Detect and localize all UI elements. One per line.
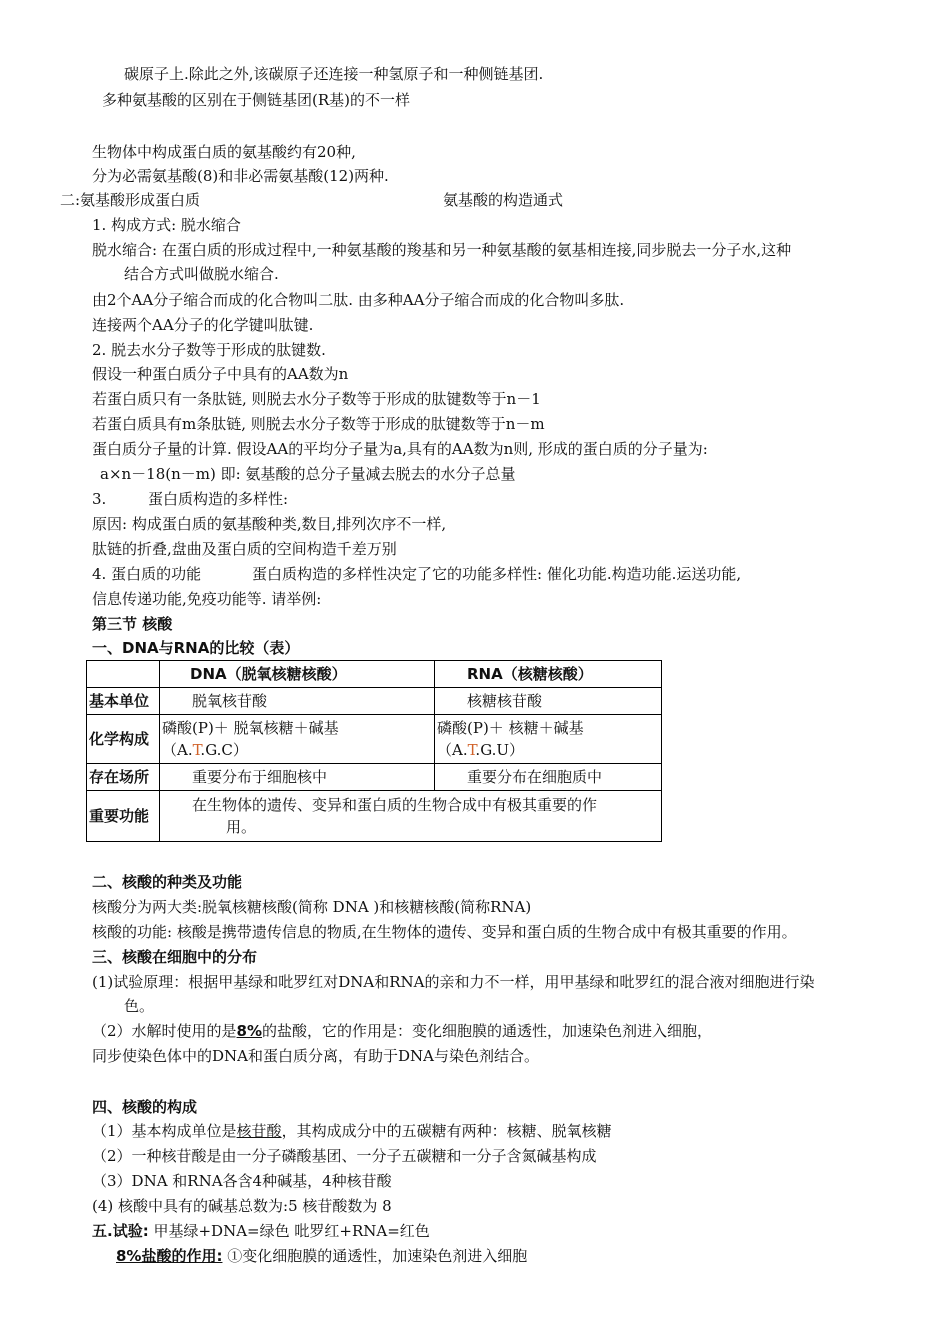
text-line: 4. 蛋白质的功能 xyxy=(92,565,202,583)
subsection-heading: 三、核酸在细胞中的分布 xyxy=(92,948,258,966)
text-line: 信息传递功能,免疫功能等. 请举例: xyxy=(92,590,322,608)
text-line: (1)试验原理：根据甲基绿和吡罗红对DNA和RNA的亲和力不一样，用甲基绿和吡罗红的混合液对细胞进行染 xyxy=(92,973,815,991)
subsection-heading: 四、核酸的构成 xyxy=(92,1098,198,1116)
text-run: ，其构成成分中的五碳糖有两种：核糖、脱氧核糖 xyxy=(281,1122,612,1140)
highlight-letter: T xyxy=(192,741,201,759)
table-row xyxy=(87,791,662,842)
cell-line xyxy=(162,739,432,761)
table-cell: 重要分布于细胞核中 xyxy=(160,764,435,791)
row-label: 基本单位 xyxy=(87,688,160,715)
table-row xyxy=(87,764,662,791)
text-line: 连接两个AA分子的化学键叫肽键. xyxy=(92,316,314,334)
underlined-label: 8%盐酸的作用: xyxy=(116,1247,223,1265)
table-row xyxy=(87,715,662,764)
text-run: ①变化细胞膜的通透性，加速染色剂进入细胞 xyxy=(227,1247,528,1265)
text-line xyxy=(116,1246,527,1266)
cell-line: 磷酸(P)＋ 脱氧核糖＋碱基 xyxy=(162,719,339,737)
figure-caption: 氨基酸的构造通式 xyxy=(443,191,564,209)
text-line: (4) 核酸中具有的碱基总数为:5 核苷酸数为 8 xyxy=(92,1197,392,1215)
text-line: （2）一种核苷酸是由一分子磷酸基团、一分子五碳糖和一分子含氮碱基构成 xyxy=(92,1147,597,1165)
text-run: （1）基本构成单位是 xyxy=(92,1122,237,1140)
text-line: 蛋白质分子量的计算. 假设AA的平均分子量为a,具有的AA数为n则, 形成的蛋白质的分子量为: xyxy=(92,440,708,458)
underlined-term: 核苷酸 xyxy=(236,1122,282,1140)
table-cell xyxy=(435,715,662,764)
cell-text: .G.C） xyxy=(200,741,248,759)
text-line: 1. 构成方式: 脱水缩合 xyxy=(92,216,241,234)
text-run: 甲基绿+DNA=绿色 吡罗红+RNA=红色 xyxy=(153,1222,430,1240)
table-header: RNA（核糖核酸） xyxy=(435,661,662,688)
text-line: （3）DNA 和RNA各含4种碱基，4种核苷酸 xyxy=(92,1172,392,1190)
text-line: 同步使染色体中的DNA和蛋白质分离，有助于DNA与染色剂结合。 xyxy=(92,1047,539,1065)
cell-line: 用。 xyxy=(226,818,257,836)
text-line: 碳原子上.除此之外,该碳原子还连接一种氢原子和一种侧链基团. xyxy=(124,65,544,83)
section-title: 第三节 核酸 xyxy=(92,615,173,633)
text-line: 肽链的折叠,盘曲及蛋白质的空间构造千差万别 xyxy=(92,540,397,558)
text-line xyxy=(92,1021,712,1041)
table-row xyxy=(87,688,662,715)
formula-line: a×n－18(n－m) 即: 氨基酸的总分子量减去脱去的水分子总量 xyxy=(100,465,516,483)
text-line: 色。 xyxy=(124,997,155,1015)
text-line xyxy=(92,1221,430,1241)
table-header: DNA（脱氧核糖核酸） xyxy=(160,661,435,688)
text-line xyxy=(92,1121,612,1141)
cell-line: 磷酸(P)＋ 核糖＋碱基 xyxy=(437,719,584,737)
text-run: 的盐酸，它的作用是：变化细胞膜的通透性，加速染色剂进入细胞， xyxy=(262,1022,713,1040)
table-cell: 脱氧核苷酸 xyxy=(160,688,435,715)
underlined-term: 8% xyxy=(236,1022,263,1040)
cell-line: 在生物体的遗传、变异和蛋白质的生物合成中有极其重要的作 xyxy=(192,796,598,814)
row-label: 化学构成 xyxy=(87,715,160,764)
text-line: 蛋白质构造的多样性决定了它的功能多样性: 催化功能.构造功能.运送功能, xyxy=(252,565,742,583)
text-line: 核酸分为两大类:脱氧核糖核酸(简称 DNA )和核糖核酸(简称RNA) xyxy=(92,898,532,916)
text-run: （2）水解时使用的是 xyxy=(92,1022,237,1040)
table-cell: 重要分布在细胞质中 xyxy=(435,764,662,791)
table-cell xyxy=(160,791,662,842)
cell-text: （A. xyxy=(162,741,193,759)
bold-label: 五.试验: xyxy=(92,1222,149,1240)
subsection-heading: 一、DNA与RNA的比较（表） xyxy=(92,639,300,657)
text-line: 蛋白质构造的多样性: xyxy=(148,490,289,508)
table-row xyxy=(87,661,662,688)
section-heading: 二:氨基酸形成蛋白质 xyxy=(60,191,201,209)
cell-text: （A. xyxy=(437,741,468,759)
list-number: 3. xyxy=(92,490,107,508)
cell-text: .G.U） xyxy=(475,741,525,759)
text-line: 生物体中构成蛋白质的氨基酸约有20种, xyxy=(92,143,356,161)
text-line: 若蛋白质具有m条肽链, 则脱去水分子数等于形成的肽键数等于n－m xyxy=(92,415,545,433)
row-label: 重要功能 xyxy=(87,791,160,842)
row-label: 存在场所 xyxy=(87,764,160,791)
text-line: 结合方式叫做脱水缩合. xyxy=(124,265,279,283)
text-line: 若蛋白质只有一条肽链, 则脱去水分子数等于形成的肽键数等于n－1 xyxy=(92,390,541,408)
text-line: 脱水缩合: 在蛋白质的形成过程中,一种氨基酸的羧基和另一种氨基酸的氨基相连接,同步脱去一分子水,这种 xyxy=(92,241,792,259)
table-cell: 核糖核苷酸 xyxy=(435,688,662,715)
text-line: 多种氨基酸的区别在于侧链基团(R基)的不一样 xyxy=(102,91,411,109)
text-line: 2. 脱去水分子数等于形成的肽键数. xyxy=(92,341,326,359)
table-cell xyxy=(87,661,160,688)
highlight-letter: T xyxy=(467,741,476,759)
cell-line xyxy=(437,739,659,761)
table-cell xyxy=(160,715,435,764)
subsection-heading: 二、核酸的种类及功能 xyxy=(92,873,243,891)
text-line: 假设一种蛋白质分子中具有的AA数为n xyxy=(92,365,349,383)
dna-rna-comparison-table xyxy=(86,660,662,842)
text-line: 分为必需氨基酸(8)和非必需氨基酸(12)两种. xyxy=(92,167,389,185)
text-line: 由2个AA分子缩合而成的化合物叫二肽. 由多种AA分子缩合而成的化合物叫多肽. xyxy=(92,291,625,309)
text-line: 核酸的功能: 核酸是携带遗传信息的物质,在生物体的遗传、变异和蛋白质的生物合成中有极其重要的作用。 xyxy=(92,923,797,941)
text-line: 原因: 构成蛋白质的氨基酸种类,数目,排列次序不一样, xyxy=(92,515,447,533)
